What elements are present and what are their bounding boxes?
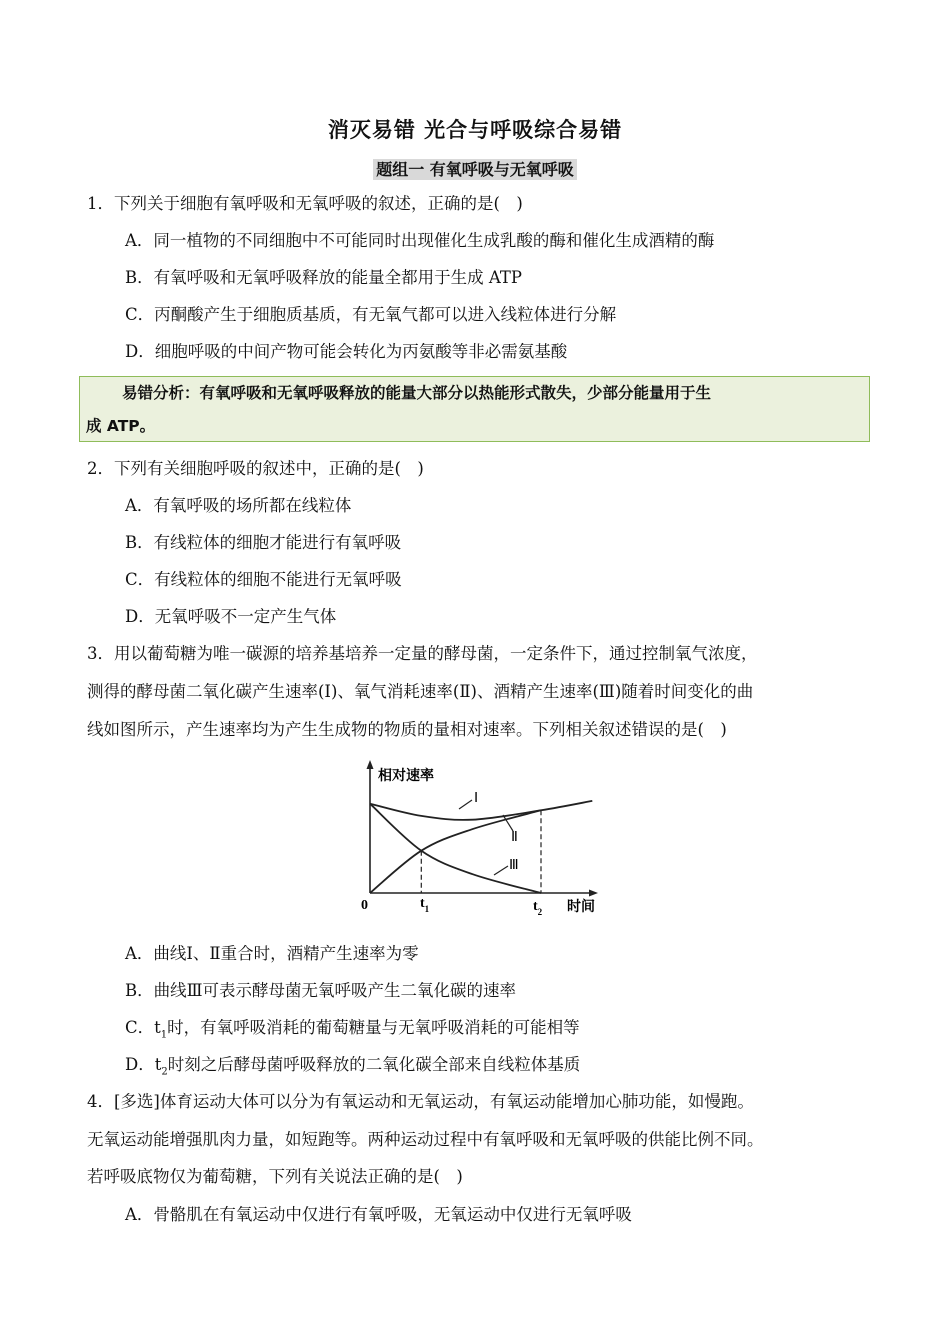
rate-time-chart	[355, 757, 615, 922]
question-3-option-b: B．曲线Ⅲ可表示酵母菌无氧呼吸产生二氧化碳的速率	[125, 981, 517, 1000]
question-1-option-b: B．有氧呼吸和无氧呼吸释放的能量全都用于生成 ATP	[125, 268, 522, 287]
x-tick-t1-main: t	[420, 896, 425, 911]
series-line-ii	[370, 810, 541, 893]
series-line-i	[370, 801, 592, 820]
question-2-option-c: C．有线粒体的细胞不能进行无氧呼吸	[125, 570, 402, 589]
question-4-stem-line-3: 若呼吸底物仅为葡萄糖，下列有关说法正确的是( )	[87, 1167, 463, 1186]
group-heading	[0, 157, 950, 180]
error-analysis-line-1: 易错分析：有氧呼吸和无氧呼吸释放的能量大部分以热能形式散失，少部分能量用于生	[122, 384, 712, 402]
question-2-stem: 2．下列有关细胞呼吸的叙述中，正确的是( )	[87, 459, 424, 478]
question-3-option-c-post: 时，有氧呼吸消耗的葡萄糖量与无氧呼吸消耗的可能相等	[167, 1018, 580, 1037]
series-i-leader	[459, 800, 472, 809]
question-3-option-d	[125, 1054, 580, 1083]
origin-label: 0	[361, 898, 368, 913]
y-axis-label: 相对速率	[378, 768, 434, 784]
x-axis-arrow	[589, 890, 598, 897]
question-2-option-a: A．有氧呼吸的场所都在线粒体	[125, 496, 352, 515]
question-4-stem-line-1: 4．[多选]体育运动大体可以分为有氧运动和无氧运动，有氧运动能增加心肺功能，如慢跑。	[87, 1092, 754, 1111]
series-iii-label: Ⅲ	[509, 858, 519, 873]
question-4-option-a: A．骨骼肌在有氧运动中仅进行有氧呼吸，无氧运动中仅进行无氧呼吸	[125, 1205, 632, 1224]
question-1-option-d: D．细胞呼吸的中间产物可能会转化为丙氨酸等非必需氨基酸	[125, 342, 568, 361]
question-4-stem-line-2: 无氧运动能增强肌肉力量，如短跑等。两种运动过程中有氧呼吸和无氧呼吸的供能比例不同。	[87, 1130, 764, 1149]
x-tick-t2-main: t	[533, 899, 538, 914]
question-3-stem-line-3: 线如图所示，产生速率均为产生生成物的物质的量相对速率。下列相关叙述错误的是( )	[87, 720, 727, 739]
series-i-label: Ⅰ	[474, 791, 479, 806]
group-heading-text: 题组一 有氧呼吸与无氧呼吸	[373, 159, 577, 180]
question-1-option-a: A．同一植物的不同细胞中不可能同时出现催化生成乳酸的酶和催化生成酒精的酶	[125, 231, 715, 250]
x-axis-label: 时间	[567, 899, 595, 915]
question-3-option-d-post: 时刻之后酵母菌呼吸释放的二氧化碳全部来自线粒体基质	[167, 1055, 581, 1074]
question-3-option-d-sub: 2	[161, 1066, 168, 1078]
question-1-option-c: C．丙酮酸产生于细胞质基质，有无氧气都可以进入线粒体进行分解	[125, 305, 617, 324]
question-3-option-c-sub: 1	[160, 1029, 168, 1041]
question-2-option-d: D．无氧呼吸不一定产生气体	[125, 607, 337, 626]
x-tick-t1-sub: 1	[424, 904, 430, 914]
question-3-option-c-pre: C．t	[125, 1018, 161, 1037]
y-axis-arrow	[367, 760, 374, 769]
error-analysis-line-2: 成 ATP。	[86, 417, 156, 435]
page-title: 消灭易错 光合与呼吸综合易错	[327, 118, 623, 142]
question-3-option-d-pre: D．t	[125, 1055, 162, 1074]
x-tick-t1	[420, 896, 430, 914]
question-3-stem-line-2: 测得的酵母菌二氧化碳产生速率(Ⅰ)、氧气消耗速率(Ⅱ)、酒精产生速率(Ⅲ)随着时间变化的曲	[87, 682, 754, 701]
series-iii-leader	[494, 866, 508, 875]
question-3-stem-line-1: 3．用以葡萄糖为唯一碳源的培养基培养一定量的酵母菌，一定条件下，通过控制氧气浓度，	[87, 644, 758, 663]
question-1-stem: 1．下列关于细胞有氧呼吸和无氧呼吸的叙述，正确的是( )	[87, 194, 523, 213]
x-tick-t2	[533, 899, 543, 917]
error-analysis-box	[79, 376, 870, 442]
question-3-option-c	[125, 1017, 580, 1046]
x-tick-t2-sub: 2	[537, 907, 543, 917]
question-3-option-a: A．曲线Ⅰ、Ⅱ重合时，酒精产生速率为零	[125, 944, 419, 963]
series-ii-label: Ⅱ	[511, 830, 518, 845]
question-2-option-b: B．有线粒体的细胞才能进行有氧呼吸	[125, 533, 402, 552]
